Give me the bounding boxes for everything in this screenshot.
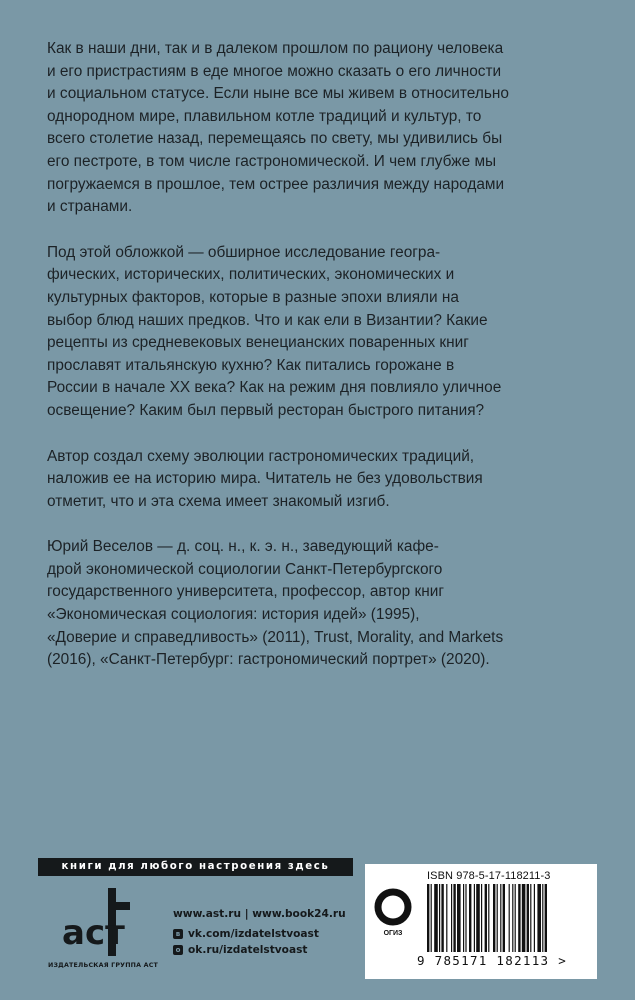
ok-url: ok.ru/izdatelstvoast [188,944,308,956]
paragraph-author-bio: Юрий Веселов — д. соц. н., к. э. н., заведующий кафе- дрой экономической социологии Санкт-Петербургского государственного университета, профессор, автор книг «Экономическая социология: история идей» (1995), «Доверие и справедливость» (2011), Trust, Morality, and Markets (2016), «Санкт-Петербург: гастрономический портрет» (2020). [47,538,504,669]
barcode-digits: 9 785171 182113 > [417,953,568,968]
description [47,38,599,695]
vk-url: vk.com/izdatelstvoast [188,928,319,940]
ok-link[interactable] [173,944,346,956]
imprint-label: ОГИЗ [383,930,403,937]
publisher-logo [48,884,158,980]
ok-icon: о [173,945,183,955]
vk-icon: в [173,929,183,939]
isbn-text: ISBN 978-5-17-118211-3 [427,870,551,882]
paragraph-scheme: Автор создал схему эволюции гастрономических традиций, наложив ее на историю мира. Читатель не без удовольствия отметит, что и эта схема имеет знакомый изгиб. [47,447,483,510]
barcode-icon [427,884,587,952]
paragraph-study: Под этой обложкой — обширное исследование геогра- фических, исторических, политических, экономических и культурных факторов, которые в разные эпохи влияли на выбор блюд наших предков. Что и как ели в Византии? Какие рецепты из средневековых венецианских поваренных книг прославят итальянскую кухню? Как питались горожане в России в начале XX века? Как на режим дня повлияло уличное освещение? Каким был первый ресторан быстрого питания? [47,243,502,419]
ast-logo-icon [60,884,146,962]
vk-link[interactable] [173,928,346,940]
website-links[interactable]: www.ast.ru | www.book24.ru [173,908,346,920]
tagline-banner: книги для любого настроения здесь [38,858,353,876]
logo-caption: ИЗДАТЕЛЬСКАЯ ГРУППА АСТ [48,962,159,969]
publisher-links [173,908,346,960]
paragraph-intro: Как в наши дни, так и в далеком прошлом по рациону человека и его пристрастиям в еде многое можно сказать о его личности и социальном статусе. Если ныне все мы живем в относительно однородном мире, плавильном котле традиций и культур, то всего столетие назад, перемещаясь по свету, мы удивились бы его пестроте, в том числе гастрономической. И чем глубже мы погружаемся в прошлое, тем острее различия между народами и странами. [47,40,509,216]
logo-text: аст [62,913,125,953]
barcode-panel [365,864,597,979]
ogiz-ring-icon [372,886,414,928]
